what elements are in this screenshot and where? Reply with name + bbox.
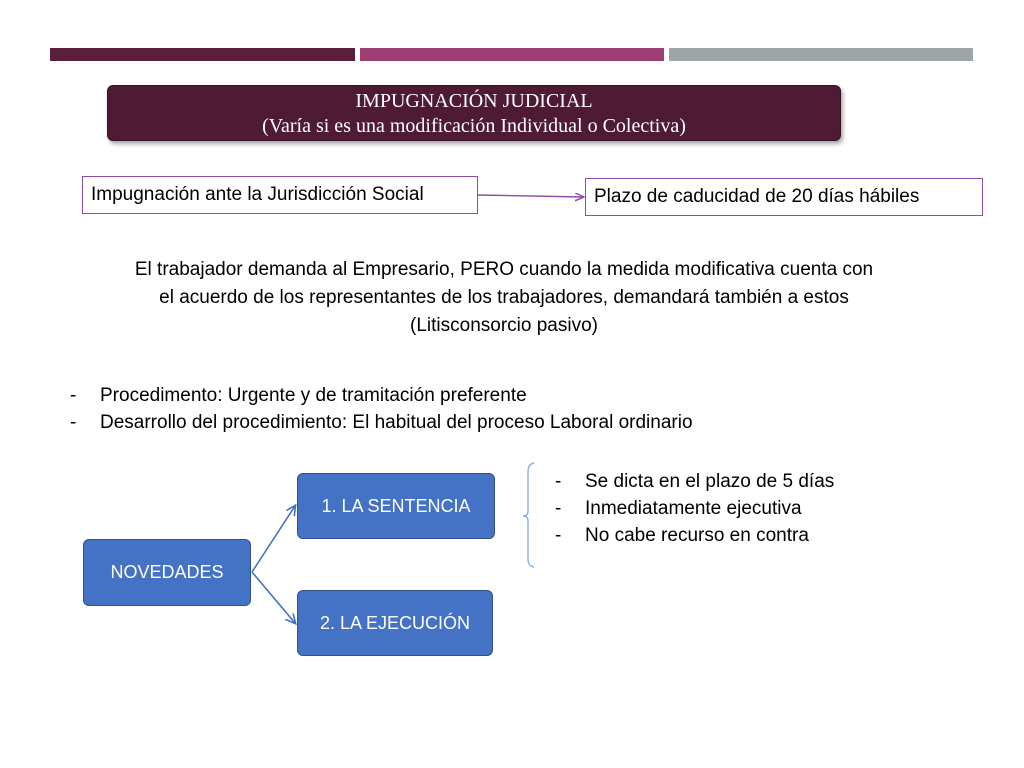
list-item: - Desarrollo del procedimiento: El habitual del proceso Laboral ordinario [100,409,693,436]
ejecucion-node: 2. LA EJECUCIÓN [297,590,493,656]
paragraph-line-1: El trabajador demanda al Empresario, PERO cuando la medida modificativa cuenta con [134,259,874,280]
paragraph-line-2: el acuerdo de los representantes de los trabajadores, demandará también a estos [159,287,849,308]
sentencia-node: 1. LA SENTENCIA [297,473,495,539]
list-item: - Inmediatamente ejecutiva [585,495,834,522]
title-line-2: (Varía si es una modificación Individual o Colectiva) [262,115,686,137]
branch-arrow-ejecucion [252,572,295,623]
paragraph-line-3: (Litisconsorcio pasivo) [410,315,598,336]
branch-arrow-sentencia [252,506,295,572]
plazo-box: Plazo de caducidad de 20 días hábiles [585,178,983,216]
novedades-node: NOVEDADES [83,539,251,606]
list-item: - Se dicta en el plazo de 5 días [585,468,834,495]
jurisdiccion-box: Impugnación ante la Jurisdicción Social [82,176,478,214]
title-line-1: IMPUGNACIÓN JUDICIAL [355,90,593,112]
sentencia-bracket [523,463,534,567]
flow-arrow [478,195,583,197]
list-item: - Procedimento: Urgente y de tramitación preferente [100,382,693,409]
list-item: - No cabe recurso en contra [585,522,834,549]
sentencia-details-list [585,468,834,549]
